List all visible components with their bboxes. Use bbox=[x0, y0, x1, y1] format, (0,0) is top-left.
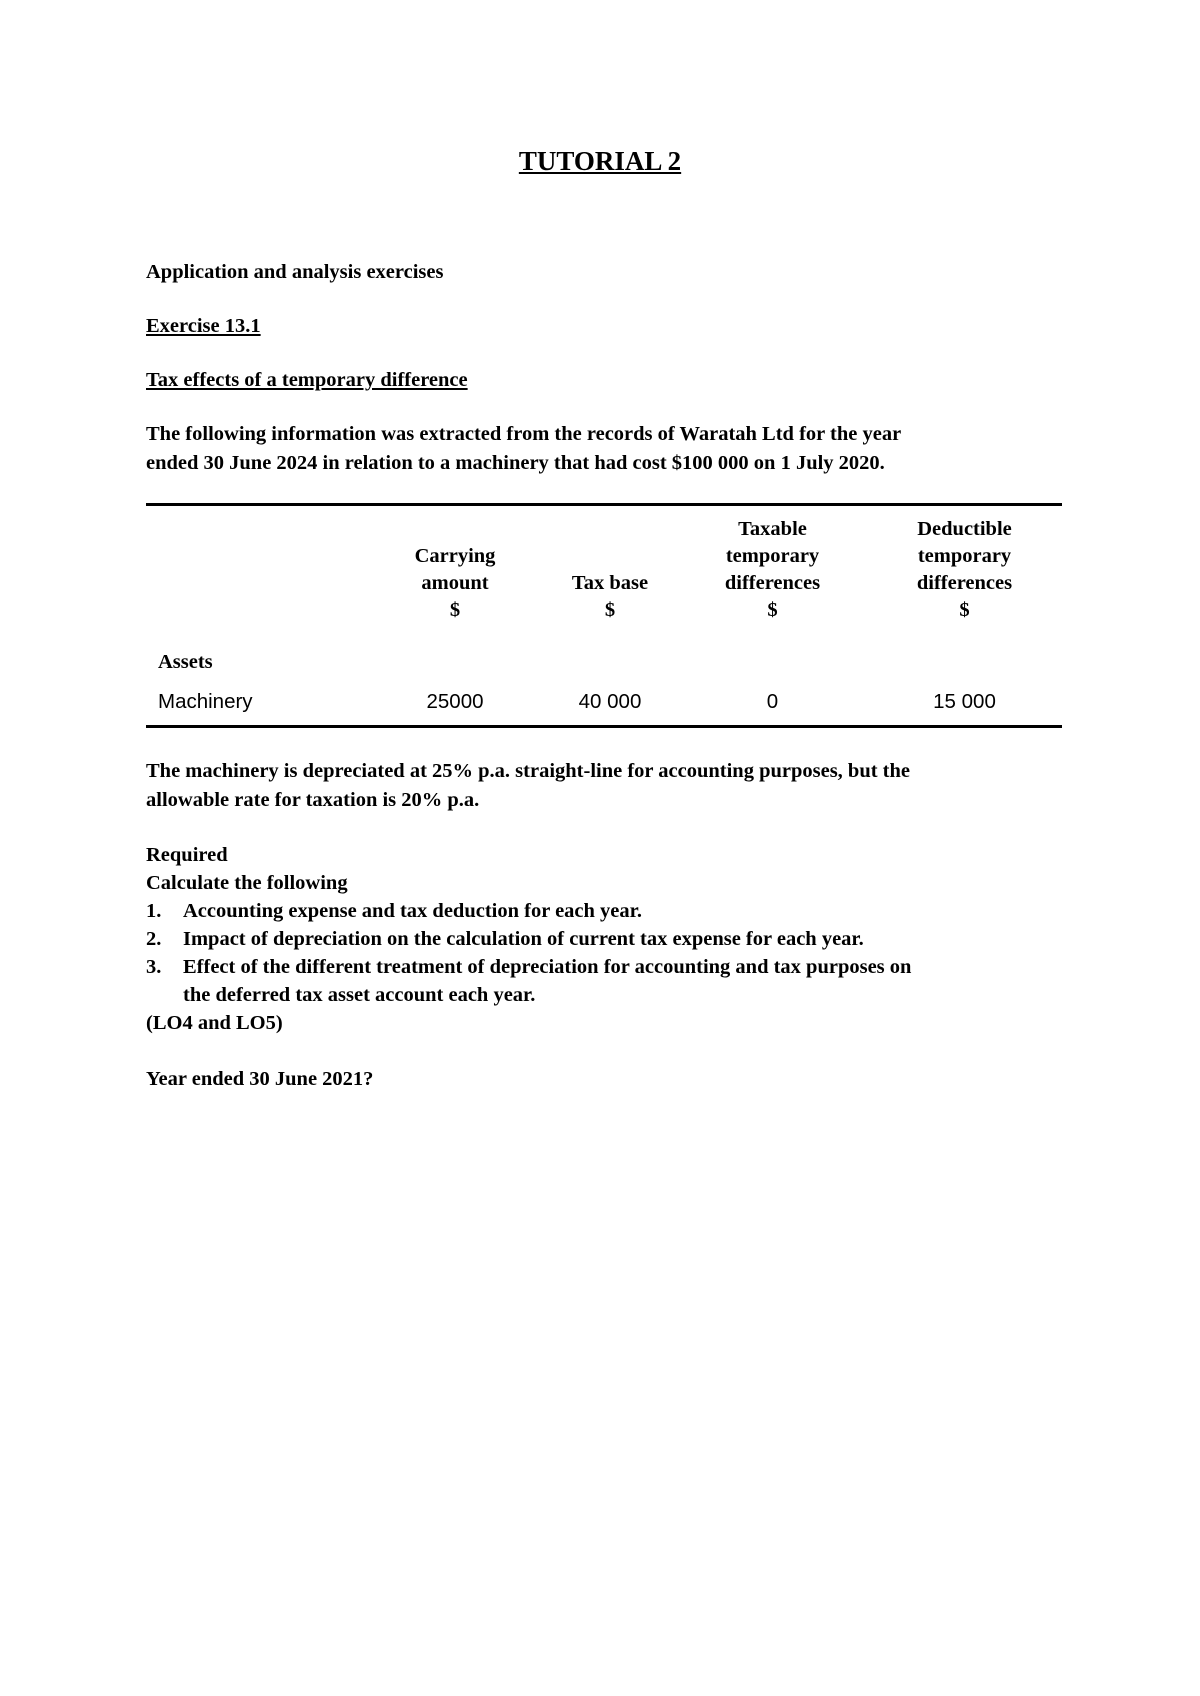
list-item-number: 3. bbox=[146, 956, 162, 978]
column-header-deductible-differences: Deductible temporary differences $ bbox=[916, 518, 1013, 621]
learning-outcomes: (LO4 and LO5) bbox=[146, 1012, 283, 1034]
list-item bbox=[146, 925, 1066, 953]
table-top-rule bbox=[146, 503, 1062, 506]
required-instruction: Calculate the following bbox=[146, 872, 348, 894]
list-item-text: Effect of the different treatment of depreciation for accounting and tax purposes on bbox=[183, 956, 912, 978]
intro-paragraph bbox=[146, 420, 1066, 478]
column-header-tax-base: Tax base $ bbox=[571, 572, 649, 621]
exercise-heading: Exercise 13.1 bbox=[146, 315, 261, 337]
depreciation-line-1: The machinery is depreciated at 25% p.a. straight-line for accounting purposes, but the bbox=[146, 760, 911, 782]
list-item bbox=[146, 953, 1066, 1009]
list-item-number: 1. bbox=[146, 900, 162, 922]
section-heading: Application and analysis exercises bbox=[146, 261, 444, 283]
cell-deductible-difference: 15 000 bbox=[933, 690, 996, 713]
topic-heading: Tax effects of a temporary difference bbox=[146, 369, 468, 391]
intro-line-1: The following information was extracted from the records of Waratah Ltd for the year bbox=[146, 423, 902, 445]
list-item-number: 2. bbox=[146, 928, 162, 950]
question-text: Year ended 30 June 2021? bbox=[146, 1068, 374, 1090]
depreciation-line-2: allowable rate for taxation is 20% p.a. bbox=[146, 789, 480, 811]
list-item-text-continued: the deferred tax asset account each year. bbox=[183, 984, 536, 1006]
list-item bbox=[146, 897, 1066, 925]
page-title: TUTORIAL 2 bbox=[518, 146, 682, 176]
cell-tax-base: 40 000 bbox=[578, 690, 642, 713]
intro-line-2: ended 30 June 2024 in relation to a machinery that had cost $100 000 on 1 July 2020. bbox=[146, 452, 885, 474]
row-label: Machinery bbox=[158, 690, 253, 713]
column-header-taxable-differences: Taxable temporary differences $ bbox=[724, 518, 821, 621]
table-bottom-rule bbox=[146, 725, 1062, 728]
required-heading: Required bbox=[146, 844, 228, 866]
depreciation-note bbox=[146, 757, 1066, 815]
column-header-carrying-amount: Carrying amount $ bbox=[414, 545, 496, 621]
list-item-text: Accounting expense and tax deduction for each year. bbox=[183, 900, 642, 922]
table-group-label: Assets bbox=[158, 651, 213, 673]
required-section bbox=[146, 841, 1066, 1037]
list-item-text: Impact of depreciation on the calculation of current tax expense for each year. bbox=[183, 928, 864, 950]
cell-carrying-amount: 25000 bbox=[426, 690, 484, 713]
cell-taxable-difference: 0 bbox=[766, 690, 779, 713]
